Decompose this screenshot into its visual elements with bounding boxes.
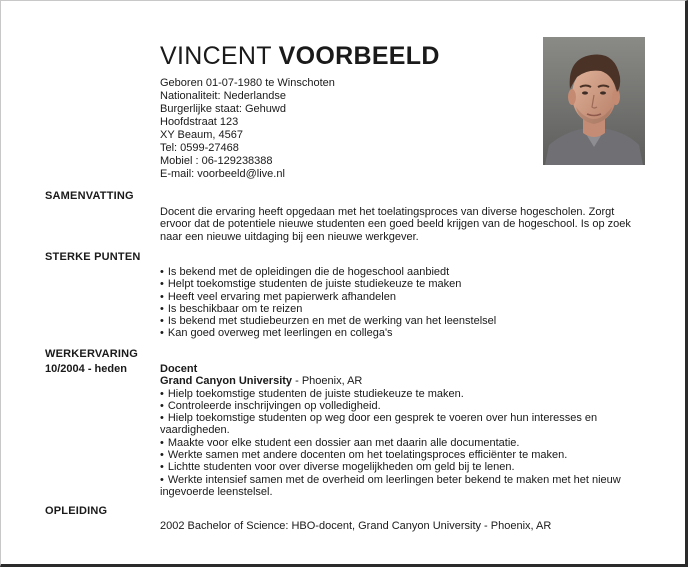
list-item: • Hielp toekomstige studenten op weg door een gesprek te voeren over hun interesses en vaardigheden. bbox=[160, 412, 650, 437]
strengths-list bbox=[160, 266, 650, 340]
phone: Tel: 0599-27468 bbox=[160, 142, 239, 154]
street-address: Hoofdstraat 123 bbox=[160, 116, 239, 128]
email: E-mail: voorbeeld@live.nl bbox=[160, 168, 285, 180]
section-title-experience: WERKERVARING bbox=[45, 348, 139, 360]
list-item: • Controleerde inschrijvingen op volledigheid. bbox=[160, 400, 650, 412]
list-item: • Helpt toekomstige studenten de juiste studiekeuze te maken bbox=[160, 278, 650, 290]
section-title-education: OPLEIDING bbox=[45, 505, 108, 517]
last-name: VOORBEELD bbox=[278, 42, 440, 70]
list-item: • Kan goed overweg met leerlingen en collega's bbox=[160, 327, 650, 339]
list-item: • Werkte intensief samen met de overheid om leerlingen beter bekend te maken met het nieuw ingevoerde leenstelsel. bbox=[160, 474, 650, 499]
mobile: Mobiel : 06-129238388 bbox=[160, 155, 273, 167]
list-item: • Heeft veel ervaring met papierwerk afhandelen bbox=[160, 291, 650, 303]
section-title-strengths: STERKE PUNTEN bbox=[45, 251, 141, 263]
list-item: • Hielp toekomstige studenten de juiste studiekeuze te maken. bbox=[160, 388, 650, 400]
list-item: • Is bekend met de opleidingen die de hogeschool aanbiedt bbox=[160, 266, 650, 278]
job-date: 10/2004 - heden bbox=[45, 363, 127, 375]
first-name: VINCENT bbox=[160, 42, 272, 70]
list-item: • Is bekend met studiebeurzen en met de werking van het leenstelsel bbox=[160, 315, 650, 327]
list-item: • Maakte voor elke student een dossier aan met daarin alle documentatie. bbox=[160, 437, 650, 449]
job-employer bbox=[160, 375, 650, 387]
profile-photo bbox=[543, 37, 645, 165]
company-location: - Phoenix, AR bbox=[292, 375, 363, 388]
list-item: • Is beschikbaar om te reizen bbox=[160, 303, 650, 315]
resume-name bbox=[160, 41, 440, 71]
postal-city: XY Beaum, 4567 bbox=[160, 129, 243, 141]
job-title: Docent bbox=[160, 363, 198, 375]
job-duties-list bbox=[160, 388, 650, 499]
job-block bbox=[160, 363, 650, 498]
company-name: Grand Canyon University bbox=[160, 375, 293, 388]
marital-status: Burgerlijke staat: Gehuwd bbox=[160, 103, 286, 115]
birth-info: Geboren 01-07-1980 te Winschoten bbox=[160, 77, 335, 89]
contact-details bbox=[160, 77, 335, 181]
summary-text: Docent die ervaring heeft opgedaan met het toelatingsproces van diverse hogescholen. Zorgt ervoor dat de potentiele nieuwe studenten een goed beeld krijgen van de hogeschool. Is op zoek naar een nieuwe uitdaging bij een nieuwe werkgever. bbox=[160, 206, 631, 243]
nationality: Nationaliteit: Nederlandse bbox=[160, 90, 286, 102]
section-title-summary: SAMENVATTING bbox=[45, 190, 134, 202]
list-item: • Lichtte studenten voor over diverse mogelijkheden om geld bij te lenen. bbox=[160, 461, 650, 473]
list-item: • Werkte samen met andere docenten om het toelatingsproces efficiënter te maken. bbox=[160, 449, 650, 461]
education-text: 2002 Bachelor of Science: HBO-docent, Grand Canyon University - Phoenix, AR bbox=[160, 520, 552, 532]
